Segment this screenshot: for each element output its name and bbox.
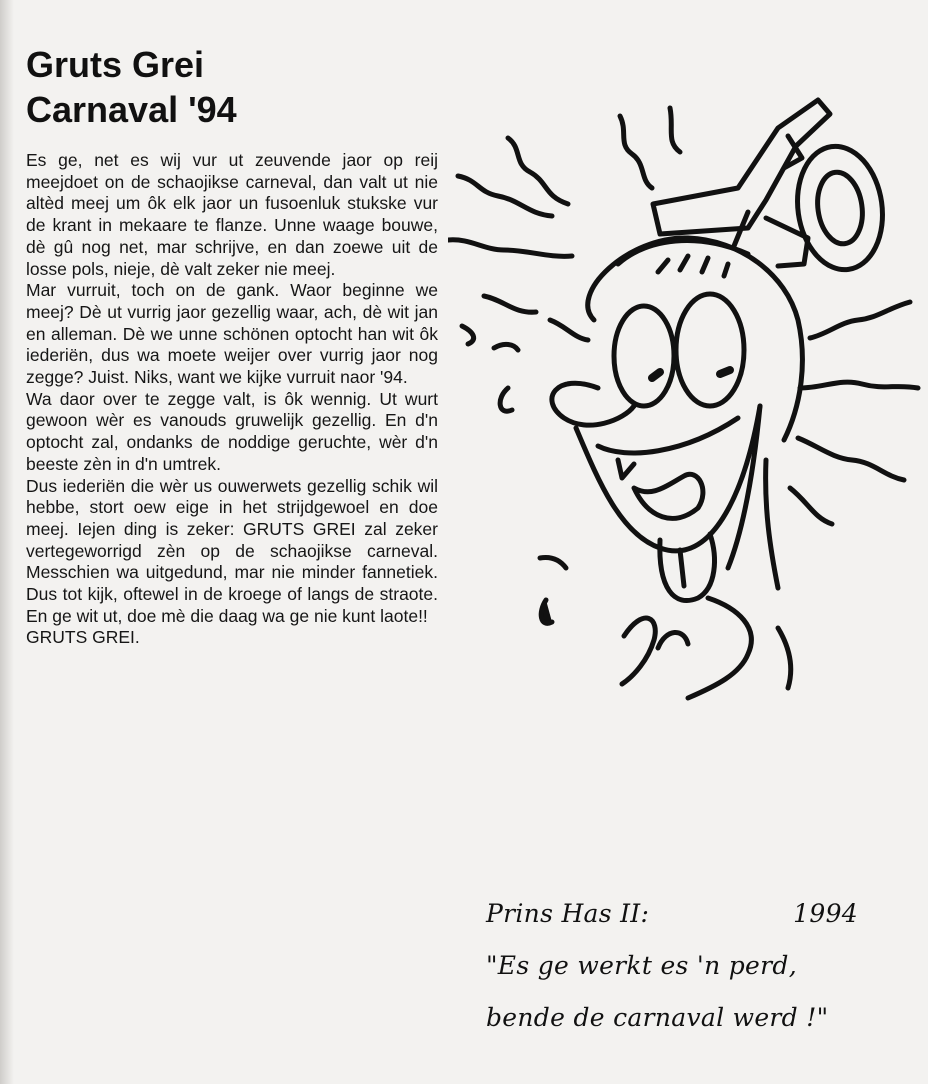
caption-name: Prins Has II: [486,899,650,928]
handwritten-caption [486,888,906,1044]
caption-quote-line-1: "Es ge werkt es 'n perd, [486,951,797,980]
caption-year: 1994 [793,899,858,928]
article-signoff: GRUTS GREI. [26,627,140,648]
article-paragraph-1: Es ge, net es wij vur ut zeuvende jaor op reij meejdoet on de schaojikse carneval, dan valt ut nie altèd meej um ôk elk jaor un fusoenluk stukske vur de krant in mekaare te flanze. Unne waage bouwe, dè gû nog net, mar schrijve, en dan zoewe uit de losse pols, nieje, dè valt zeker nie meej. [26,150,438,279]
head-outline [588,238,803,440]
article-title [26,42,446,132]
key-icon [653,100,890,275]
article-body [26,150,438,649]
eyes [614,294,744,406]
cartoon-illustration [448,88,924,708]
caption-quote-line-2: bende de carnaval werd !" [486,1003,829,1032]
title-line-1: Gruts Grei [26,44,205,85]
title-line-2: Carnaval '94 [26,89,237,130]
article-paragraph-3: Wa daor over te zegge valt, is ôk wennig. Ut wurt gewoon wèr es vanouds gruwelijk gezellig. En d'n optocht zal, ondanks de noddige geruchte, wèr d'n beeste zèn in d'n umtrek. [26,388,438,474]
article-paragraph-2: Mar vurruit, toch on de gank. Waor beginne we meej? Dè ut vurrig jaor gezellig waar, ach, dè wit jan en alleman. Dè we unne schönen optocht han wit ôk iederiën, dus wa moete weijer over vurrig jaor nog zegge? Juist. Niks, want we kijke vurruit naor '94. [26,280,438,388]
article-paragraph-4: Dus iederiën die wèr us ouwerwets gezellig schik wil hebbe, stort oew eige in het strijdgewoel en doe meej. Iejen ding is zeker: GRUTS GREI zal zeker vertegeworrigd zèn op de schaojikse carneval. Messchien wa uitgedund, mar nie minder fannetiek. Dus tot kijk, oftewel in de kroege of langs de straote. En ge wit ut, doe mè die daag wa ge nie kunt laote!! [26,475,438,626]
page-edge-shadow [0,0,14,1084]
caption-header [486,888,858,940]
open-mouth [576,406,760,601]
